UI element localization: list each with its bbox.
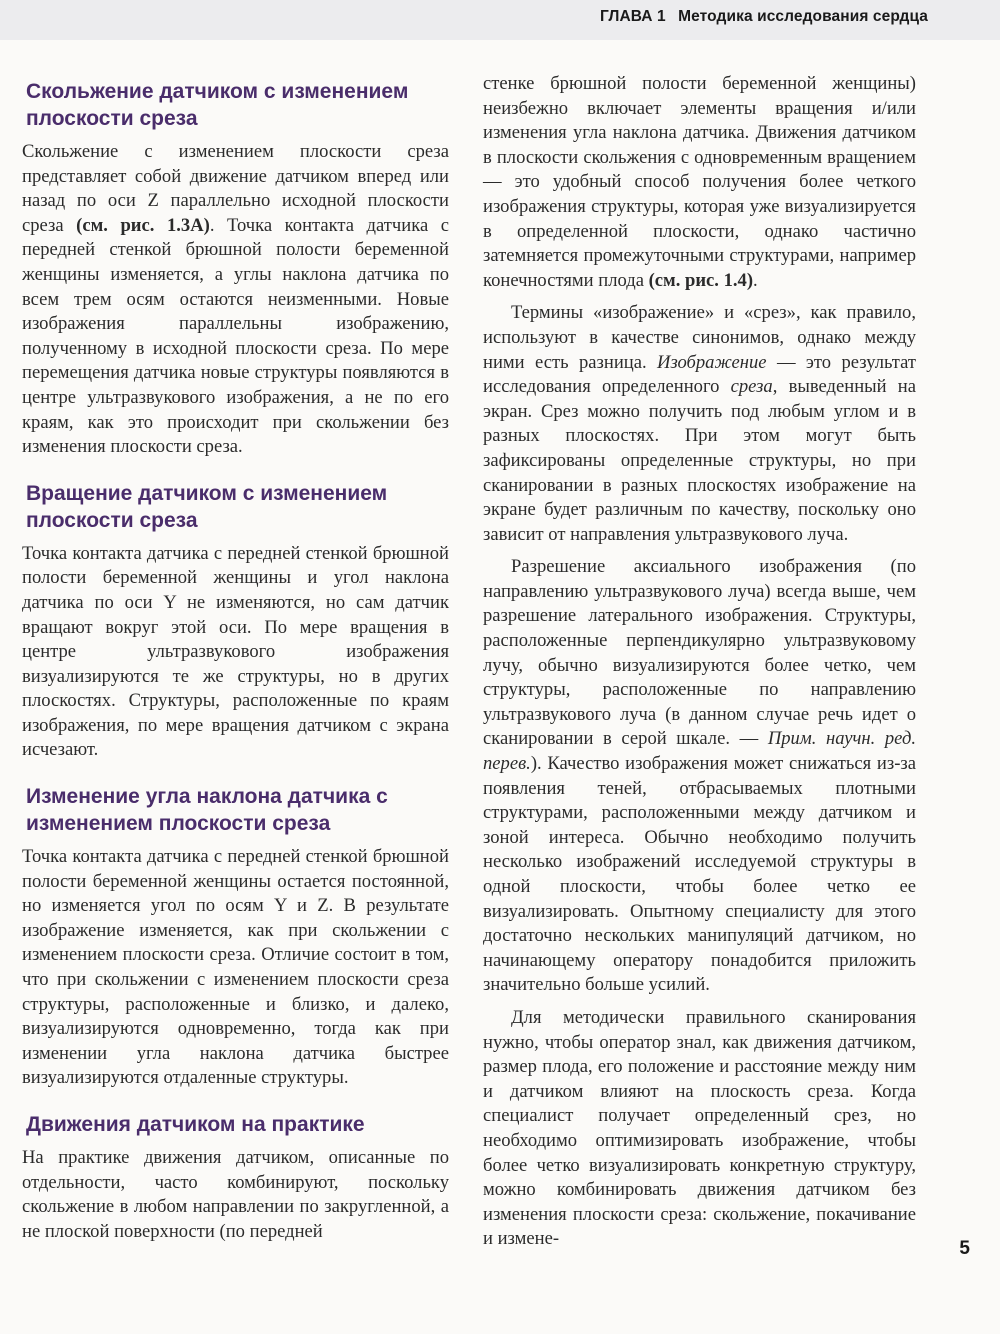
body-paragraph: На практике движения датчиком, описанные по отдельности, часто комбинируют, поскольку скольжение в любом направлении по закругленной, а не плоской поверхности (по передней	[22, 1147, 449, 1242]
figure-reference: (см. рис. 1.3А)	[76, 214, 210, 236]
right-column	[483, 72, 916, 1252]
chapter-label: ГЛАВА 1	[600, 8, 666, 25]
section-tilt	[22, 783, 449, 1091]
body-paragraph	[483, 555, 916, 998]
section-rotation	[22, 480, 449, 763]
text-run: стенке брюшной полости беременной женщины) неизбежно включает элементы вращения и/или изменения угла наклона датчика. Движения датчиком в плоскости скольжения с одновременным вращением — это удобный способ получения более четкого изображения структуры, которая уже визуализируется в определенной плоскости, однако частично затемняется промежуточными структурами, например конечностями плода	[483, 73, 916, 291]
section-heading: Изменение угла наклона датчика с изменением плоскости среза	[26, 785, 388, 836]
text-run: Разрешение аксиального изображения (по направлению ультразвукового луча) всегда выше, чем разрешение латерального изображения. Структуры, расположенные перпендикулярно ультразвуковому лучу, обычно визуализируются более четко, чем структуры, расположенные по направлению ультразвукового луча (в данном случае речь идет о сканировании в серой шкале. —	[483, 556, 916, 750]
section-heading: Скольжение датчиком с изменением плоскости среза	[26, 80, 409, 130]
italic-term: среза	[730, 376, 773, 398]
body-paragraph: Точка контакта датчика с передней стенкой брюшной полости беременной женщины остается постоянной, но изменяется угол по осям Y и Z. В результате изображение изменяется, как при скольжении с изменением плоскости среза. Отличие состоит в том, что при скольжении с изменением плоскости среза структуры, расположенные и близко, и далеко, визуализируются одновременно, тогда как при изменении угла наклона датчика быстрее визуализируются отдаленные структуры.	[22, 846, 449, 1089]
chapter-title: Методика исследования сердца	[678, 8, 928, 25]
body-paragraph	[483, 301, 916, 547]
section-heading: Движения датчиком на практике	[26, 1113, 365, 1136]
body-paragraph: Точка контакта датчика с передней стенкой брюшной полости беременной женщины и угол наклона датчика по оси Y не изменяются, но сам датчик вращают вокруг этой оси. По мере вращения в центре ультразвукового изображения визуализируются те же структуры, но в других плоскостях. Структуры, расположенные по краям изображения, по мере вращения датчиком с экрана исчезают.	[22, 542, 449, 761]
text-run: Термины «изображение» и «срез», как правило, используют в качестве синонимов, однако между ними есть разница.	[483, 302, 916, 373]
section-sliding	[22, 78, 449, 460]
figure-reference: (см. рис. 1.4)	[648, 269, 754, 291]
body-paragraph: Для методически правильного сканирования нужно, чтобы оператор знал, как движения датчиком, размер плода, его положение и расстояние между ним и датчиком влияют на плоскость среза. Когда специалист получает определенный срез, но необходимо оптимизировать изображение, чтобы более четко визуализировать конкретную структуру, можно комбинировать движения датчиком без изменения плоскости среза: скольжение, покачивание и измене-	[483, 1006, 916, 1250]
left-column	[22, 72, 449, 1264]
text-run: ). Качество изображения может снижаться из-за появления теней, отбрасываемых плотными структурами, расположенными между датчиком и зоной интереса. Обычно необходимо получить несколько изображений исследуемой структуры в одной плоскости, чтобы более четко ее визуализировать. Опытному специалисту для этого достаточно нескольких манипуляций датчиком, но начинающему оператору понадобится приложить значительно больше усилий.	[483, 753, 916, 996]
section-practice	[22, 1111, 449, 1244]
body-paragraph	[22, 140, 449, 460]
running-head	[600, 8, 928, 26]
editor-note: Прим. научн. ред. перев.	[483, 728, 916, 775]
text-run: — это результат исследования определенного	[483, 351, 916, 398]
text-run: , выведенный на экран. Срез можно получить под любым углом и в разных плоскостях. При этом могут быть зафиксированы определенные структуры, но при сканировании в разных плоскостях изображение на экране будет различным по качеству, поскольку оно зависит от направления ультразвукового луча.	[483, 376, 916, 545]
body-paragraph	[483, 72, 916, 293]
text-run: Скольжение с изменением плоскости среза представляет собой движение датчиком вперед или назад по оси Z параллельно исходной плоскости среза	[22, 141, 449, 236]
page-number: 5	[959, 1238, 970, 1259]
section-heading: Вращение датчиком с изменением плоскости среза	[26, 481, 388, 532]
text-run: . Точка контакта датчика с передней стенкой брюшной полости беременной женщины изменяется, а углы наклона датчика по всем трем осям остаются неизменными. Новые изображения параллельны изображению, полученному в исходной плоскости среза. По мере перемещения датчика новые структуры появляются в центре ультразвукового изображения, а не по его краям, как это происходит при скольжении без изменения плоскости среза.	[22, 214, 449, 458]
text-run: .	[753, 269, 758, 291]
italic-term: Изображение	[657, 351, 767, 373]
